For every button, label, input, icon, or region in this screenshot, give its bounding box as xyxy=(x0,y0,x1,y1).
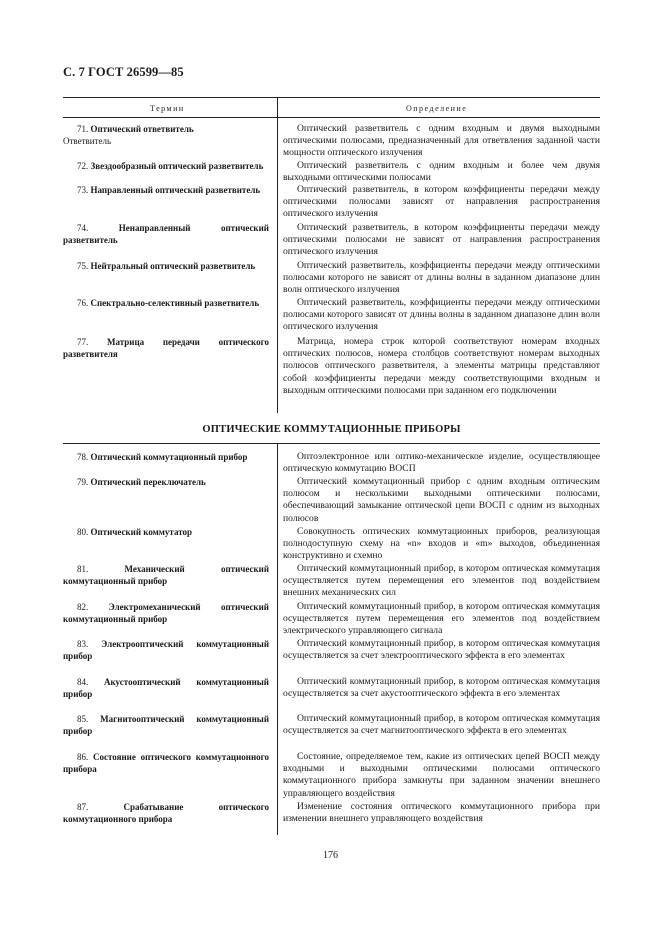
term-entry: 83. Электрооптический коммутационный прибор xyxy=(63,639,270,662)
term-title: Ненаправленный оптический разветвитель xyxy=(63,223,269,246)
definition-entry: Совокупность оптических коммутационных приборов, реализующая полнодоступную схему на «n» входов и «m» выходов, объединенная конструктивно и схемно xyxy=(283,526,600,562)
term-title: Оптический ответвитель xyxy=(90,124,194,134)
term-title: Оптический переключатель xyxy=(90,477,206,487)
page-number: 176 xyxy=(323,850,338,861)
term-entry: 76. Спектрально-селективный разветвитель xyxy=(77,298,260,308)
term-entry: 87. Срабатывание оптического коммутационного прибора xyxy=(63,802,269,825)
page-header: С. 7 ГОСТ 26599—85 xyxy=(63,65,184,79)
term-title: Электромеханический оптический коммутационный прибор xyxy=(63,602,269,625)
definition-entry: Оптический разветвитель, коэффициенты передачи между оптическими полюсами которого не зависят от длины волны в заданном диапазоне длин волн оптического излучения xyxy=(283,260,600,296)
term-entry: 74. Ненаправленный оптический разветвитель xyxy=(63,223,269,246)
term-entry: 72. Звездообразный оптический разветвитель xyxy=(77,161,264,171)
column-divider-top xyxy=(277,117,278,413)
definition-entry: Оптический коммутационный прибор, в котором оптическая коммутация осуществляется за счет электрооптического эффекта в его элементах xyxy=(283,638,600,662)
section-title: ОПТИЧЕСКИЕ КОММУТАЦИОННЫЕ ПРИБОРЫ xyxy=(202,424,461,435)
term-title: Акустооптический коммутационный прибор xyxy=(63,677,269,700)
term-title: Оптический коммутационный прибор xyxy=(90,452,248,462)
definition-entry: Оптический разветвитель, коэффициенты передачи между оптическими полюсами которого зависят от длины волны в заданном диапазоне длин волн оптического излучения xyxy=(283,297,600,333)
term-entry: 85. Магнитооптический коммутационный прибор xyxy=(63,714,270,737)
definition-entry: Оптический разветвитель с одним входным и более чем двумя выходными оптическими полюсами xyxy=(283,160,600,184)
definition-entry: Оптический коммутационный прибор, в котором оптическая коммутация осуществляется путем перемещения его элементов под воздействием электрического управляющего сигнала xyxy=(283,601,600,637)
term-entry: 82. Электромеханический оптический коммутационный прибор xyxy=(63,602,269,625)
term-title: Оптический коммутатор xyxy=(90,527,193,537)
column-header-term: Термин xyxy=(150,104,185,113)
definition-entry: Оптический разветвитель с одним входным и двумя выходными оптическими полюсами, предназначенный для ответвления заданной части мощности оптического излучения xyxy=(283,123,600,159)
definition-entry: Оптический коммутационный прибор, в котором оптическая коммутация осуществляется за счет акустооптического эффекта в его элементах xyxy=(283,676,600,700)
definition-entry: Оптический разветвитель, в котором коэффициенты передачи между оптическими полюсами зависят от направления распространения оптического излучения xyxy=(283,184,600,220)
term-title: Матрица передачи оптического разветвителя xyxy=(63,337,269,360)
term-entry: 79. Оптический переключатель xyxy=(77,477,206,487)
term-entry: 75. Нейтральный оптический разветвитель xyxy=(77,261,256,271)
term-entry: 86. Состояние оптического коммутационного прибора xyxy=(63,752,269,775)
column-divider-header xyxy=(277,97,278,117)
term-synonym: Ответвитель xyxy=(63,136,112,147)
definition-entry: Оптоэлектронное или оптико-механическое изделие, осуществляющее оптическую коммутацию ВОСП xyxy=(283,451,600,475)
term-entry: 84. Акустооптический коммутационный прибор xyxy=(63,677,269,700)
term-title: Нейтральный оптический разветвитель xyxy=(90,261,256,271)
term-entry: 78. Оптический коммутационный прибор xyxy=(77,452,248,462)
column-divider-bottom xyxy=(277,443,278,835)
term-entry: 73. Направленный оптический разветвитель xyxy=(77,185,261,195)
table-header-rule xyxy=(63,117,600,118)
definition-entry: Оптический коммутационный прибор, в котором оптическая коммутация осуществляется путем перемещения его элементов под воздействием внешних механических сил xyxy=(283,563,600,599)
term-entry: 77. Матрица передачи оптического разветвителя xyxy=(63,337,269,360)
table-section-rule xyxy=(63,443,600,444)
definition-entry: Изменение состояния оптического коммутационного прибора при изменении внешнего управляющего воздействия xyxy=(283,801,600,825)
term-title: Магнитооптический коммутационный прибор xyxy=(63,714,270,737)
term-entry: 80. Оптический коммутатор xyxy=(77,527,193,537)
definition-entry: Состояние, определяемое тем, какие из оптических цепей ВОСП между входными и выходными оптическими полюсами оптического коммутационного прибора замкнуты при заданном значении внешнего управляющего воздействия xyxy=(283,751,600,799)
term-title: Направленный оптический разветвитель xyxy=(90,185,261,195)
column-header-definition: Определение xyxy=(406,104,468,113)
term-title: Механический оптический коммутационный прибор xyxy=(63,564,270,587)
term-entry: 71. Оптический ответвитель Ответвитель xyxy=(63,124,194,147)
definition-entry: Оптический коммутационный прибор, в котором оптическая коммутация осуществляется за счет магнитооптического эффекта в его элементах xyxy=(283,713,600,737)
term-title: Спектрально-селективный разветвитель xyxy=(90,298,260,308)
definition-entry: Оптический коммутационный прибор с одним входным оптическим полюсом и несколькими выходными оптическими полюсами, обеспечивающий замыкание оптической цепи ВОСП с одним из выходных полюсов xyxy=(283,476,600,524)
term-title: Звездообразный оптический разветвитель xyxy=(90,161,264,171)
term-title: Срабатывание оптического коммутационного прибора xyxy=(63,802,269,825)
term-title: Состояние оптического коммутационного прибора xyxy=(63,752,269,775)
table-top-rule xyxy=(63,97,600,98)
definition-entry: Матрица, номера строк которой соответствуют номерам входных оптических полюсов, номера столбцов соответствуют номерам выходных полюсов оптического разветвителя, а элементы матрицы представляют собой коэффициенты передачи между соответствующими входным и выходным оптическими полюсами при заданном его подключении xyxy=(283,336,600,396)
term-title: Электрооптический коммутационный прибор xyxy=(63,639,270,662)
term-entry: 81. Механический оптический коммутационный прибор xyxy=(63,564,270,587)
definition-entry: Оптический разветвитель, в котором коэффициенты передачи между оптическими полюсами не зависят от направления распространения оптического излучения xyxy=(283,222,600,258)
